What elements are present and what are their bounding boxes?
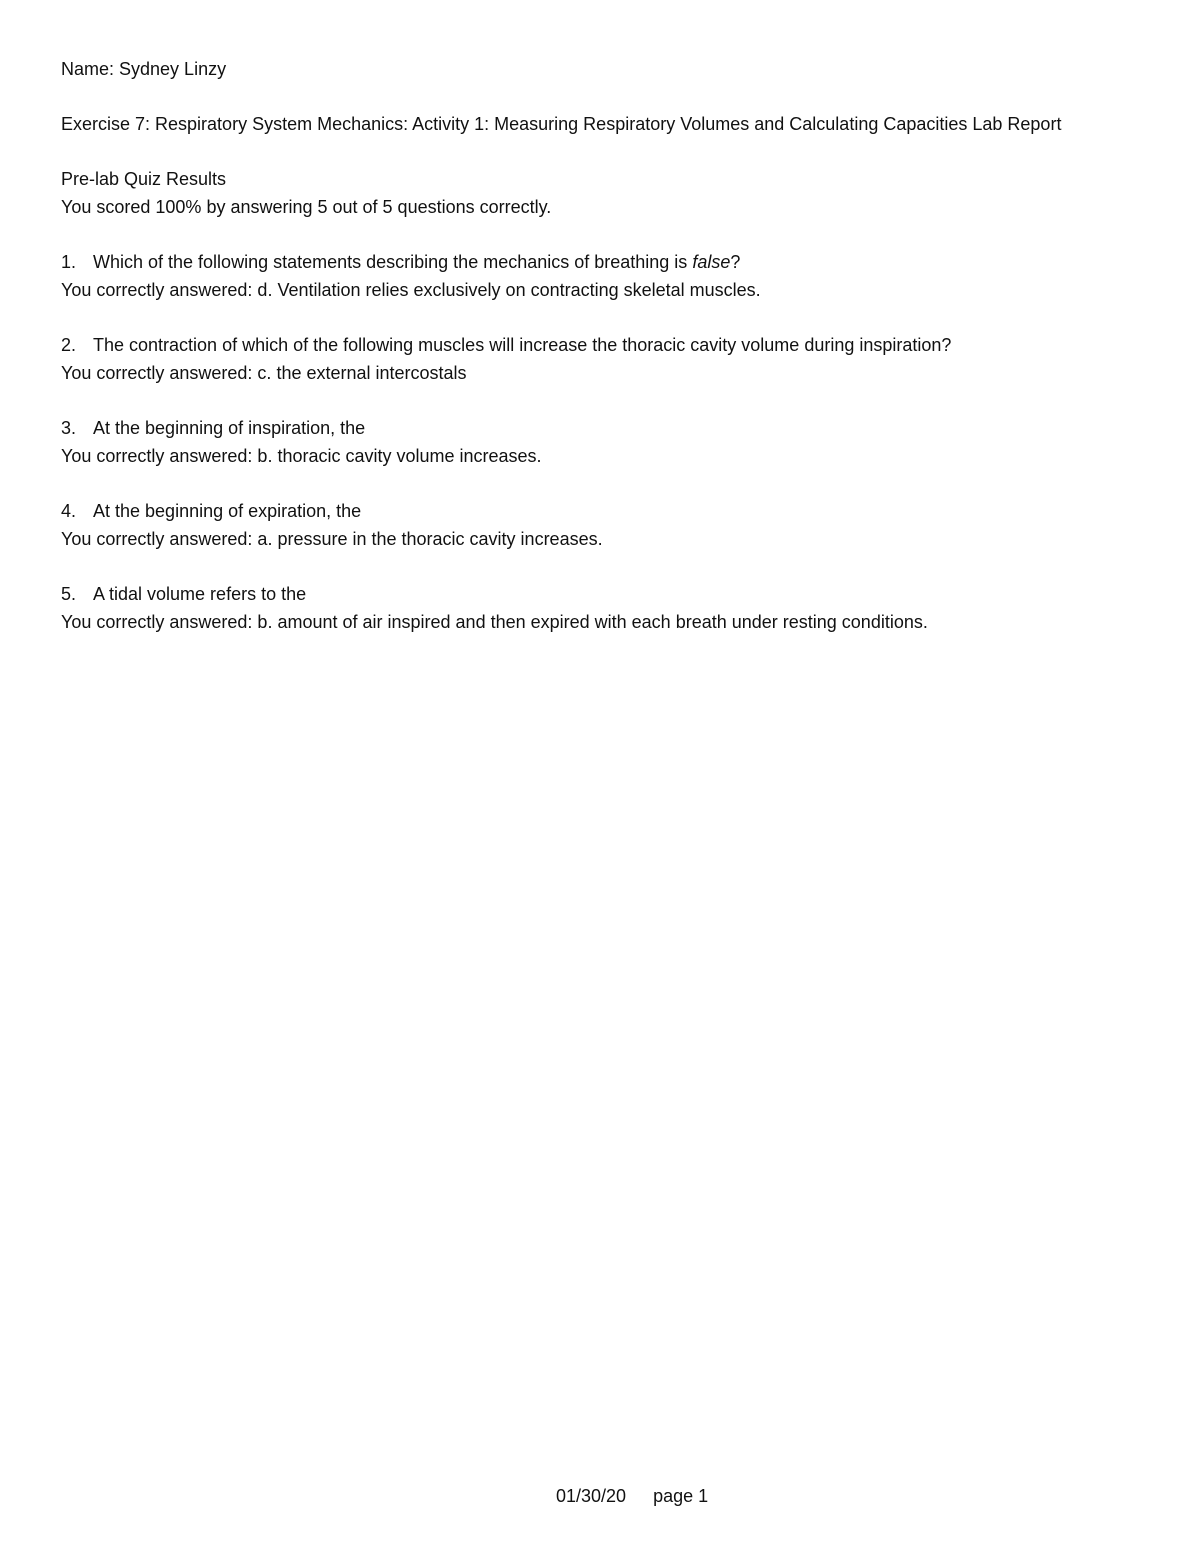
footer-date: 01/30/20 xyxy=(556,1486,627,1506)
report-title: Exercise 7: Respiratory System Mechanics: Activity 1: Measuring Respiratory Volumes and Calculating Capacities Lab Report xyxy=(61,114,1062,134)
question-number: 1. xyxy=(61,252,77,272)
question-text xyxy=(93,248,740,276)
question-4 xyxy=(61,497,1141,525)
question-number: 2. xyxy=(61,335,77,355)
question-number: 5. xyxy=(61,584,77,604)
question-text-end: ? xyxy=(730,252,741,272)
question-answer: You correctly answered: c. the external intercostals xyxy=(61,363,467,383)
question-number: 4. xyxy=(61,501,77,521)
question-text: The contraction of which of the following muscles will increase the thoracic cavity volume during inspiration? xyxy=(93,335,952,355)
question-text: At the beginning of inspiration, the xyxy=(93,418,366,438)
page-footer xyxy=(556,1482,708,1510)
question-block-5 xyxy=(61,580,1141,636)
question-text-part: Which of the following statements describing the mechanics of breathing is xyxy=(93,252,693,272)
quiz-heading: Pre-lab Quiz Results xyxy=(61,169,227,189)
question-3 xyxy=(61,414,1141,442)
quiz-score: You scored 100% by answering 5 out of 5 questions correctly. xyxy=(61,197,552,217)
question-text-italic: false xyxy=(692,252,731,272)
question-answer: You correctly answered: b. thoracic cavity volume increases. xyxy=(61,446,542,466)
question-number: 3. xyxy=(61,418,77,438)
student-name: Name: Sydney Linzy xyxy=(61,59,227,79)
question-1 xyxy=(61,248,1141,276)
question-text: At the beginning of expiration, the xyxy=(93,501,362,521)
question-text: A tidal volume refers to the xyxy=(93,584,307,604)
question-block-2 xyxy=(61,331,1141,387)
question-block-3 xyxy=(61,414,1141,470)
question-2 xyxy=(61,331,1141,359)
question-block-4 xyxy=(61,497,1141,553)
question-answer: You correctly answered: d. Ventilation relies exclusively on contracting skeletal muscles. xyxy=(61,280,761,300)
question-answer: You correctly answered: a. pressure in the thoracic cavity increases. xyxy=(61,529,603,549)
footer-page-number: page 1 xyxy=(653,1486,709,1506)
question-5 xyxy=(61,580,1141,608)
document-page xyxy=(61,55,1141,636)
question-block-1 xyxy=(61,248,1141,304)
question-answer: You correctly answered: b. amount of air inspired and then expired with each breath under resting conditions. xyxy=(61,612,928,632)
